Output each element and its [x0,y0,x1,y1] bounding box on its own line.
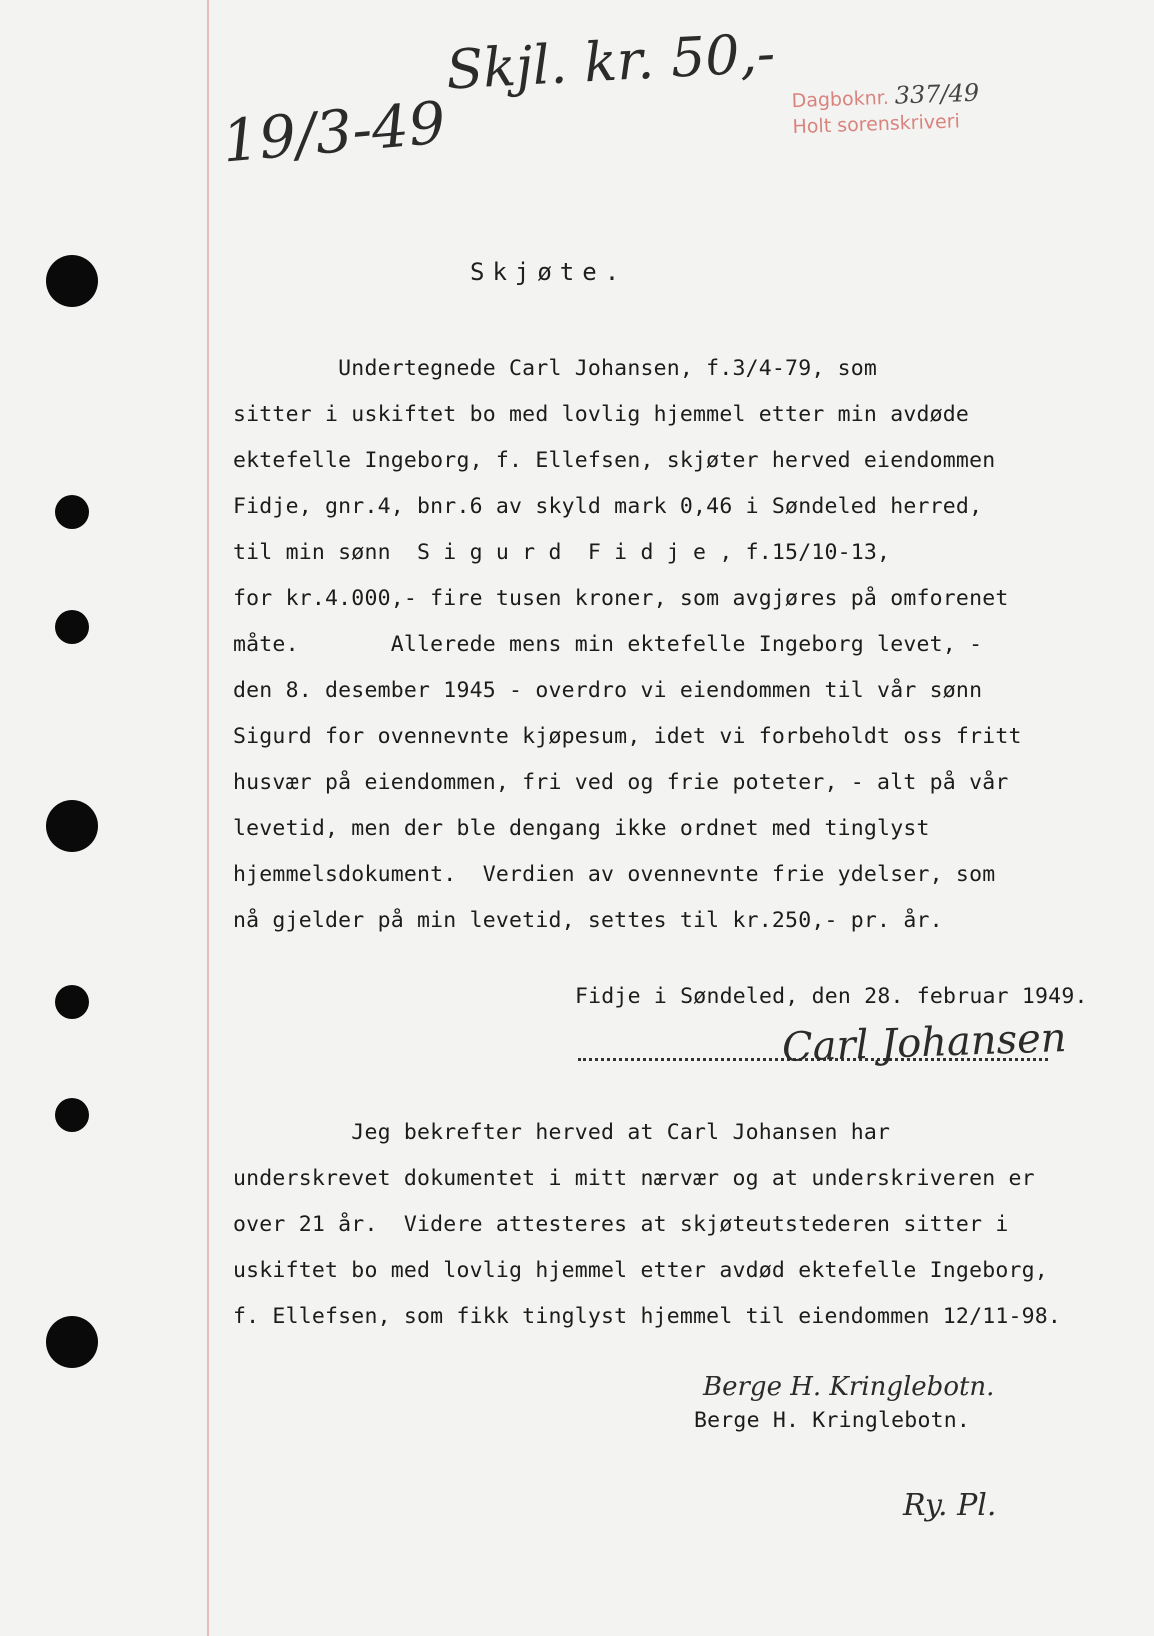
margin-rule [207,0,209,1636]
body-line: ektefelle Ingeborg, f. Ellefsen, skjøter herved eiendommen [233,448,996,473]
body-line: den 8. desember 1945 - overdro vi eiendommen til vår sønn [233,678,983,703]
punch-hole [55,1098,89,1132]
body-line: Fidje, gnr.4, bnr.6 av skyld mark 0,46 i Søndeled herred, [233,494,983,519]
body-line: til min sønn S i g u r d F i d j e , f.15/10-13, [233,540,891,565]
body-line: Undertegnede Carl Johansen, f.3/4-79, som [233,356,878,381]
punch-hole [55,610,89,644]
attestation-line: Jeg bekrefter herved at Carl Johansen har [233,1120,891,1145]
body-line: Sigurd for ovennevnte kjøpesum, idet vi forbeholdt oss fritt [233,724,1022,749]
stamp-number: 337/49 [894,78,980,110]
registry-stamp [791,78,1033,140]
attestation-line: over 21 år. Videre attesteres at skjøteutstederen sitter i [233,1212,1009,1237]
body-line: måte. Allerede mens min ektefelle Ingeborg levet, - [233,632,983,657]
punch-hole [46,1316,98,1368]
handwritten-fee: Skjl. kr. 50,- [444,21,777,102]
handwritten-date: 19/3-49 [219,88,449,176]
attestation-line: f. Ellefsen, som fikk tinglyst hjemmel til eiendommen 12/11-98. [233,1304,1062,1329]
stamp-office: Holt sorenskriveri [792,110,961,139]
punch-hole [46,255,98,307]
body-line: husvær på eiendommen, fri ved og frie poteter, - alt på vår [233,770,1009,795]
body-line: levetid, men der ble dengang ikke ordnet med tinglyst [233,816,930,841]
punch-hole [55,985,89,1019]
body-line: for kr.4.000,- fire tusen kroner, som avgjøres på omforenet [233,586,1009,611]
signature: Carl Johansen [781,1015,1068,1071]
witness-signature: Berge H. Kringlebotn. [703,1372,995,1402]
punch-hole [55,495,89,529]
body-line: hjemmelsdokument. Verdien av ovennevnte frie ydelser, som [233,862,996,887]
body-line: sitter i uskiftet bo med lovlig hjemmel etter min avdøde [233,402,970,427]
attestation-line: underskrevet dokumentet i mitt nærvær og at underskriveren er [233,1166,1035,1191]
place-date: Fidje i Søndeled, den 28. februar 1949. [575,984,1088,1009]
body-line: nå gjelder på min levetid, settes til kr.250,- pr. år. [233,908,943,933]
initials: Ry. Pl. [903,1488,997,1523]
document-title: Skjøte. [470,258,628,286]
punch-hole [46,800,98,852]
witness-name: Berge H. Kringlebotn. [694,1408,971,1433]
stamp-label: Dagboknr. [791,86,890,113]
attestation-line: uskiftet bo med lovlig hjemmel etter avdød ektefelle Ingeborg, [233,1258,1048,1283]
